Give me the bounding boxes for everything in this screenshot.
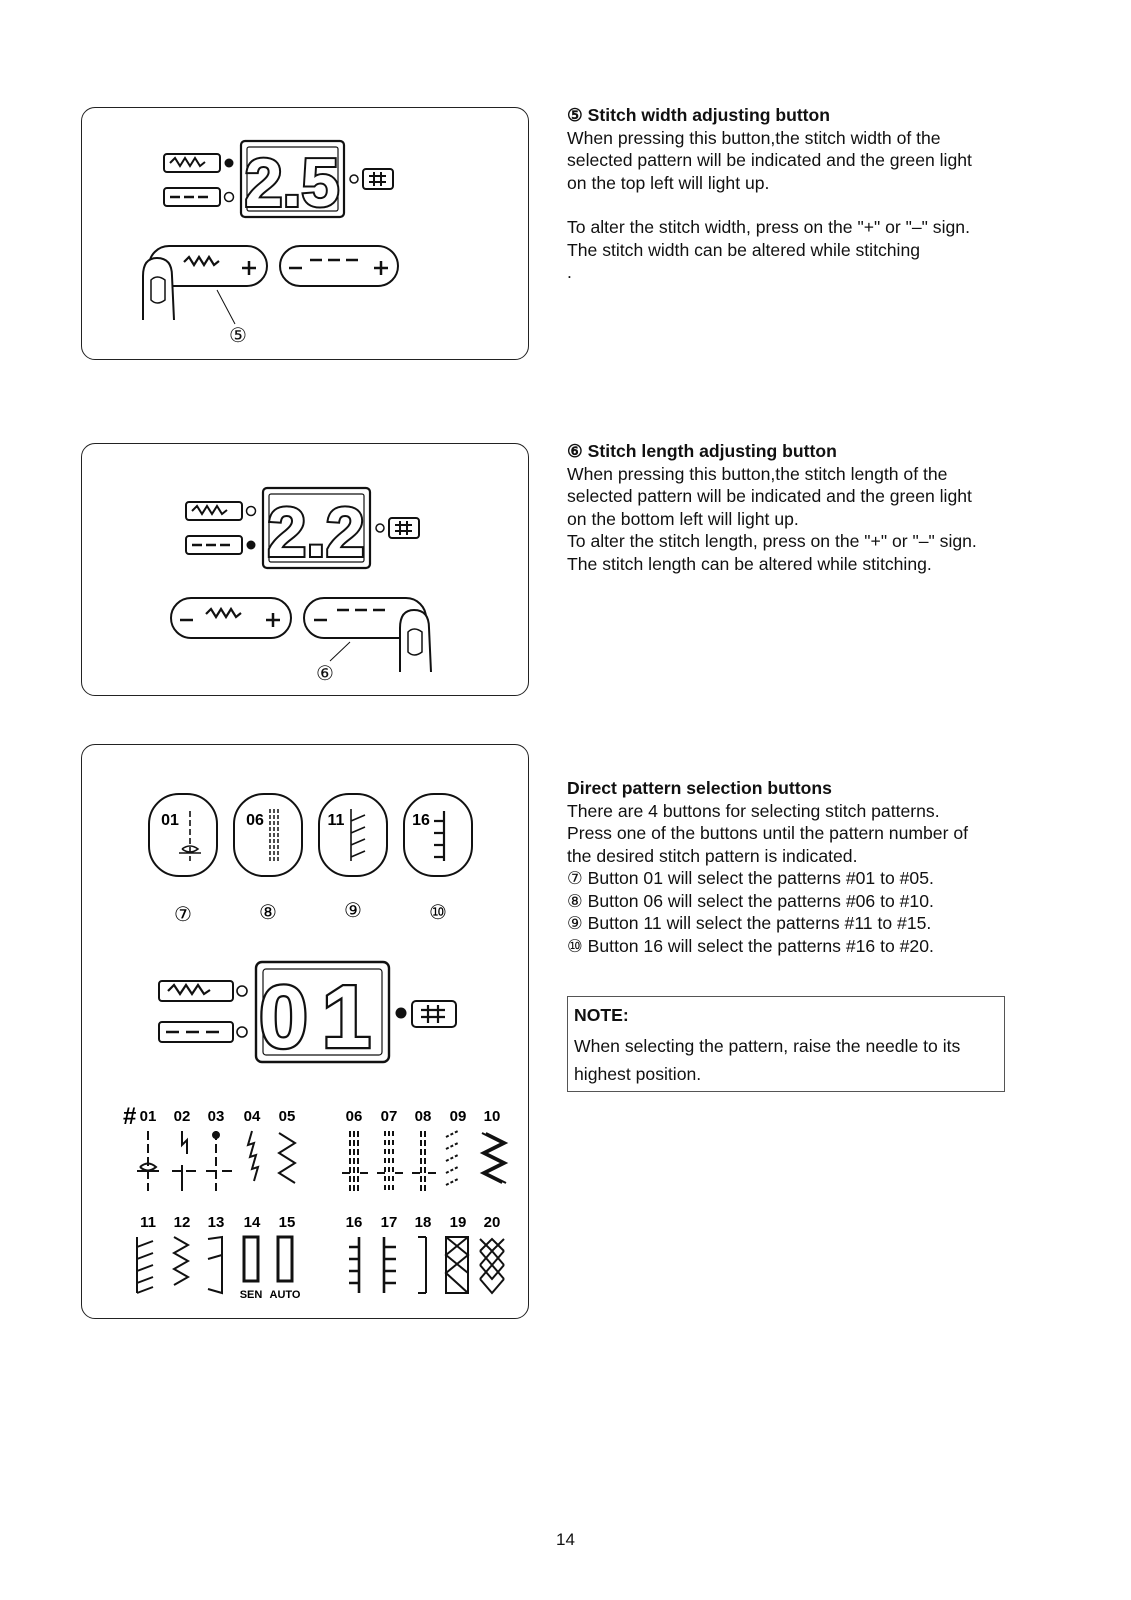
pattern-button-label: 16 [412, 812, 430, 829]
panel-stitch-width [81, 107, 529, 360]
pattern-number-label: 20 [483, 1214, 501, 1231]
pattern-button-label: 06 [246, 812, 264, 829]
text-line: To alter the stitch width, press on the "+" or "–" sign. [567, 217, 970, 237]
pattern-number-label: 13 [207, 1214, 225, 1231]
pattern-number-label: 01 [139, 1108, 157, 1125]
text-line: selected pattern will be indicated and the green light [567, 150, 972, 170]
text-line: The stitch width can be altered while stitching [567, 239, 921, 260]
text-line: selected pattern will be indicated and the green light [567, 486, 972, 506]
lcd-value: 01 [259, 967, 385, 1066]
callout-10: ⑩ [429, 902, 447, 924]
pattern-number-label: 04 [243, 1108, 261, 1125]
pattern-button-16[interactable] [404, 794, 472, 876]
note-body: When selecting the pattern, raise the needle to its highest position. [574, 1036, 961, 1084]
pattern-row-2-symbols [137, 1237, 504, 1293]
text-line: ⑧ Button 06 will select the patterns #06 to #10. [567, 890, 934, 911]
text-stitch-width [567, 104, 1047, 284]
text-line: To alter the stitch length, press on the "+" or "–" sign. [567, 531, 977, 551]
hash-symbol: # [123, 1103, 137, 1130]
note-box [567, 996, 1005, 1092]
pattern-number-label: 17 [380, 1214, 398, 1231]
callout-9: ⑨ [344, 900, 362, 922]
width-light-off [247, 507, 256, 516]
pattern-number-label: 08 [414, 1108, 432, 1125]
length-light-on [247, 541, 256, 550]
pattern-button-label: 01 [161, 812, 179, 829]
pattern-number-label: 18 [414, 1214, 432, 1231]
stitch-width-illustration [82, 108, 528, 359]
lcd-value: 2.5 [244, 145, 340, 221]
pattern-button-06[interactable] [234, 794, 302, 876]
finger-icon [400, 610, 431, 672]
pattern-selection-illustration [82, 745, 528, 1318]
finger-icon [143, 258, 174, 320]
text-line: When pressing this button,the stitch width of the [567, 127, 941, 148]
width-light-on [225, 159, 234, 168]
text-line: the desired stitch pattern is indicated. [567, 845, 858, 866]
callout-8: ⑧ [259, 902, 277, 924]
pattern-hash-icon [389, 518, 419, 538]
pattern-hash-icon [363, 169, 393, 189]
text-line: Press one of the buttons until the pattern number of [567, 823, 968, 843]
pattern-number-label: 06 [345, 1108, 363, 1125]
callout-5: ⑤ [229, 325, 247, 347]
stitch-length-heading: ⑥ Stitch length adjusting button [567, 441, 837, 461]
text-line: ⑩ Button 16 will select the patterns #16 to #20. [567, 935, 934, 956]
width-indicator-icon [159, 981, 233, 1001]
callout-7: ⑦ [174, 904, 192, 926]
pattern-button-label: 11 [327, 812, 345, 829]
pattern-light-on [396, 1008, 407, 1019]
pattern-number-label: 02 [173, 1108, 191, 1125]
pattern-number-label: 03 [207, 1108, 225, 1125]
panel-pattern-selection [81, 744, 529, 1319]
pattern-number-label: 15 [278, 1214, 296, 1231]
pattern-button-01[interactable] [149, 794, 217, 876]
text-line: There are 4 buttons for selecting stitch patterns. [567, 800, 940, 821]
text-pattern-selection [567, 777, 1047, 957]
text-stitch-length [567, 440, 1047, 575]
pattern-row-2-labels [140, 1214, 500, 1231]
text-line: on the top left will light up. [567, 172, 770, 193]
pattern-number-label: 10 [483, 1108, 501, 1125]
panel-stitch-length [81, 443, 529, 696]
text-line: on the bottom left will light up. [567, 508, 799, 529]
note-title: NOTE: [574, 1005, 629, 1025]
pattern-number-label: 11 [140, 1214, 156, 1231]
pattern-number-label: 14 [243, 1214, 261, 1231]
text-line: . [567, 262, 572, 282]
page-number: 14 [556, 1530, 575, 1549]
callout-6: ⑥ [316, 663, 334, 685]
sen-label: SEN [239, 1289, 263, 1301]
auto-label: AUTO [269, 1289, 301, 1301]
lcd-value: 2.2 [267, 493, 365, 571]
stitch-length-illustration [82, 444, 528, 695]
pattern-hash-icon [412, 1001, 456, 1027]
length-light-off [225, 193, 234, 202]
pattern-row-1-labels [140, 1108, 501, 1125]
text-line: ⑨ Button 11 will select the patterns #11 to #15. [567, 913, 932, 933]
pattern-number-label: 07 [380, 1108, 398, 1125]
text-line: The stitch length can be altered while stitching. [567, 553, 932, 574]
pattern-number-label: 16 [345, 1214, 363, 1231]
pattern-number-label: 05 [278, 1108, 296, 1125]
text-line: When pressing this button,the stitch length of the [567, 463, 948, 484]
pattern-button-11[interactable] [319, 794, 387, 876]
text-line: ⑦ Button 01 will select the patterns #01 to #05. [567, 868, 934, 888]
pattern-number-label: 19 [449, 1214, 467, 1231]
pattern-selection-heading: Direct pattern selection buttons [567, 778, 832, 798]
pattern-number-label: 09 [449, 1108, 467, 1125]
pattern-row-1-symbols [137, 1131, 506, 1191]
pattern-number-label: 12 [173, 1214, 191, 1231]
stitch-width-heading: ⑤ Stitch width adjusting button [567, 105, 831, 125]
